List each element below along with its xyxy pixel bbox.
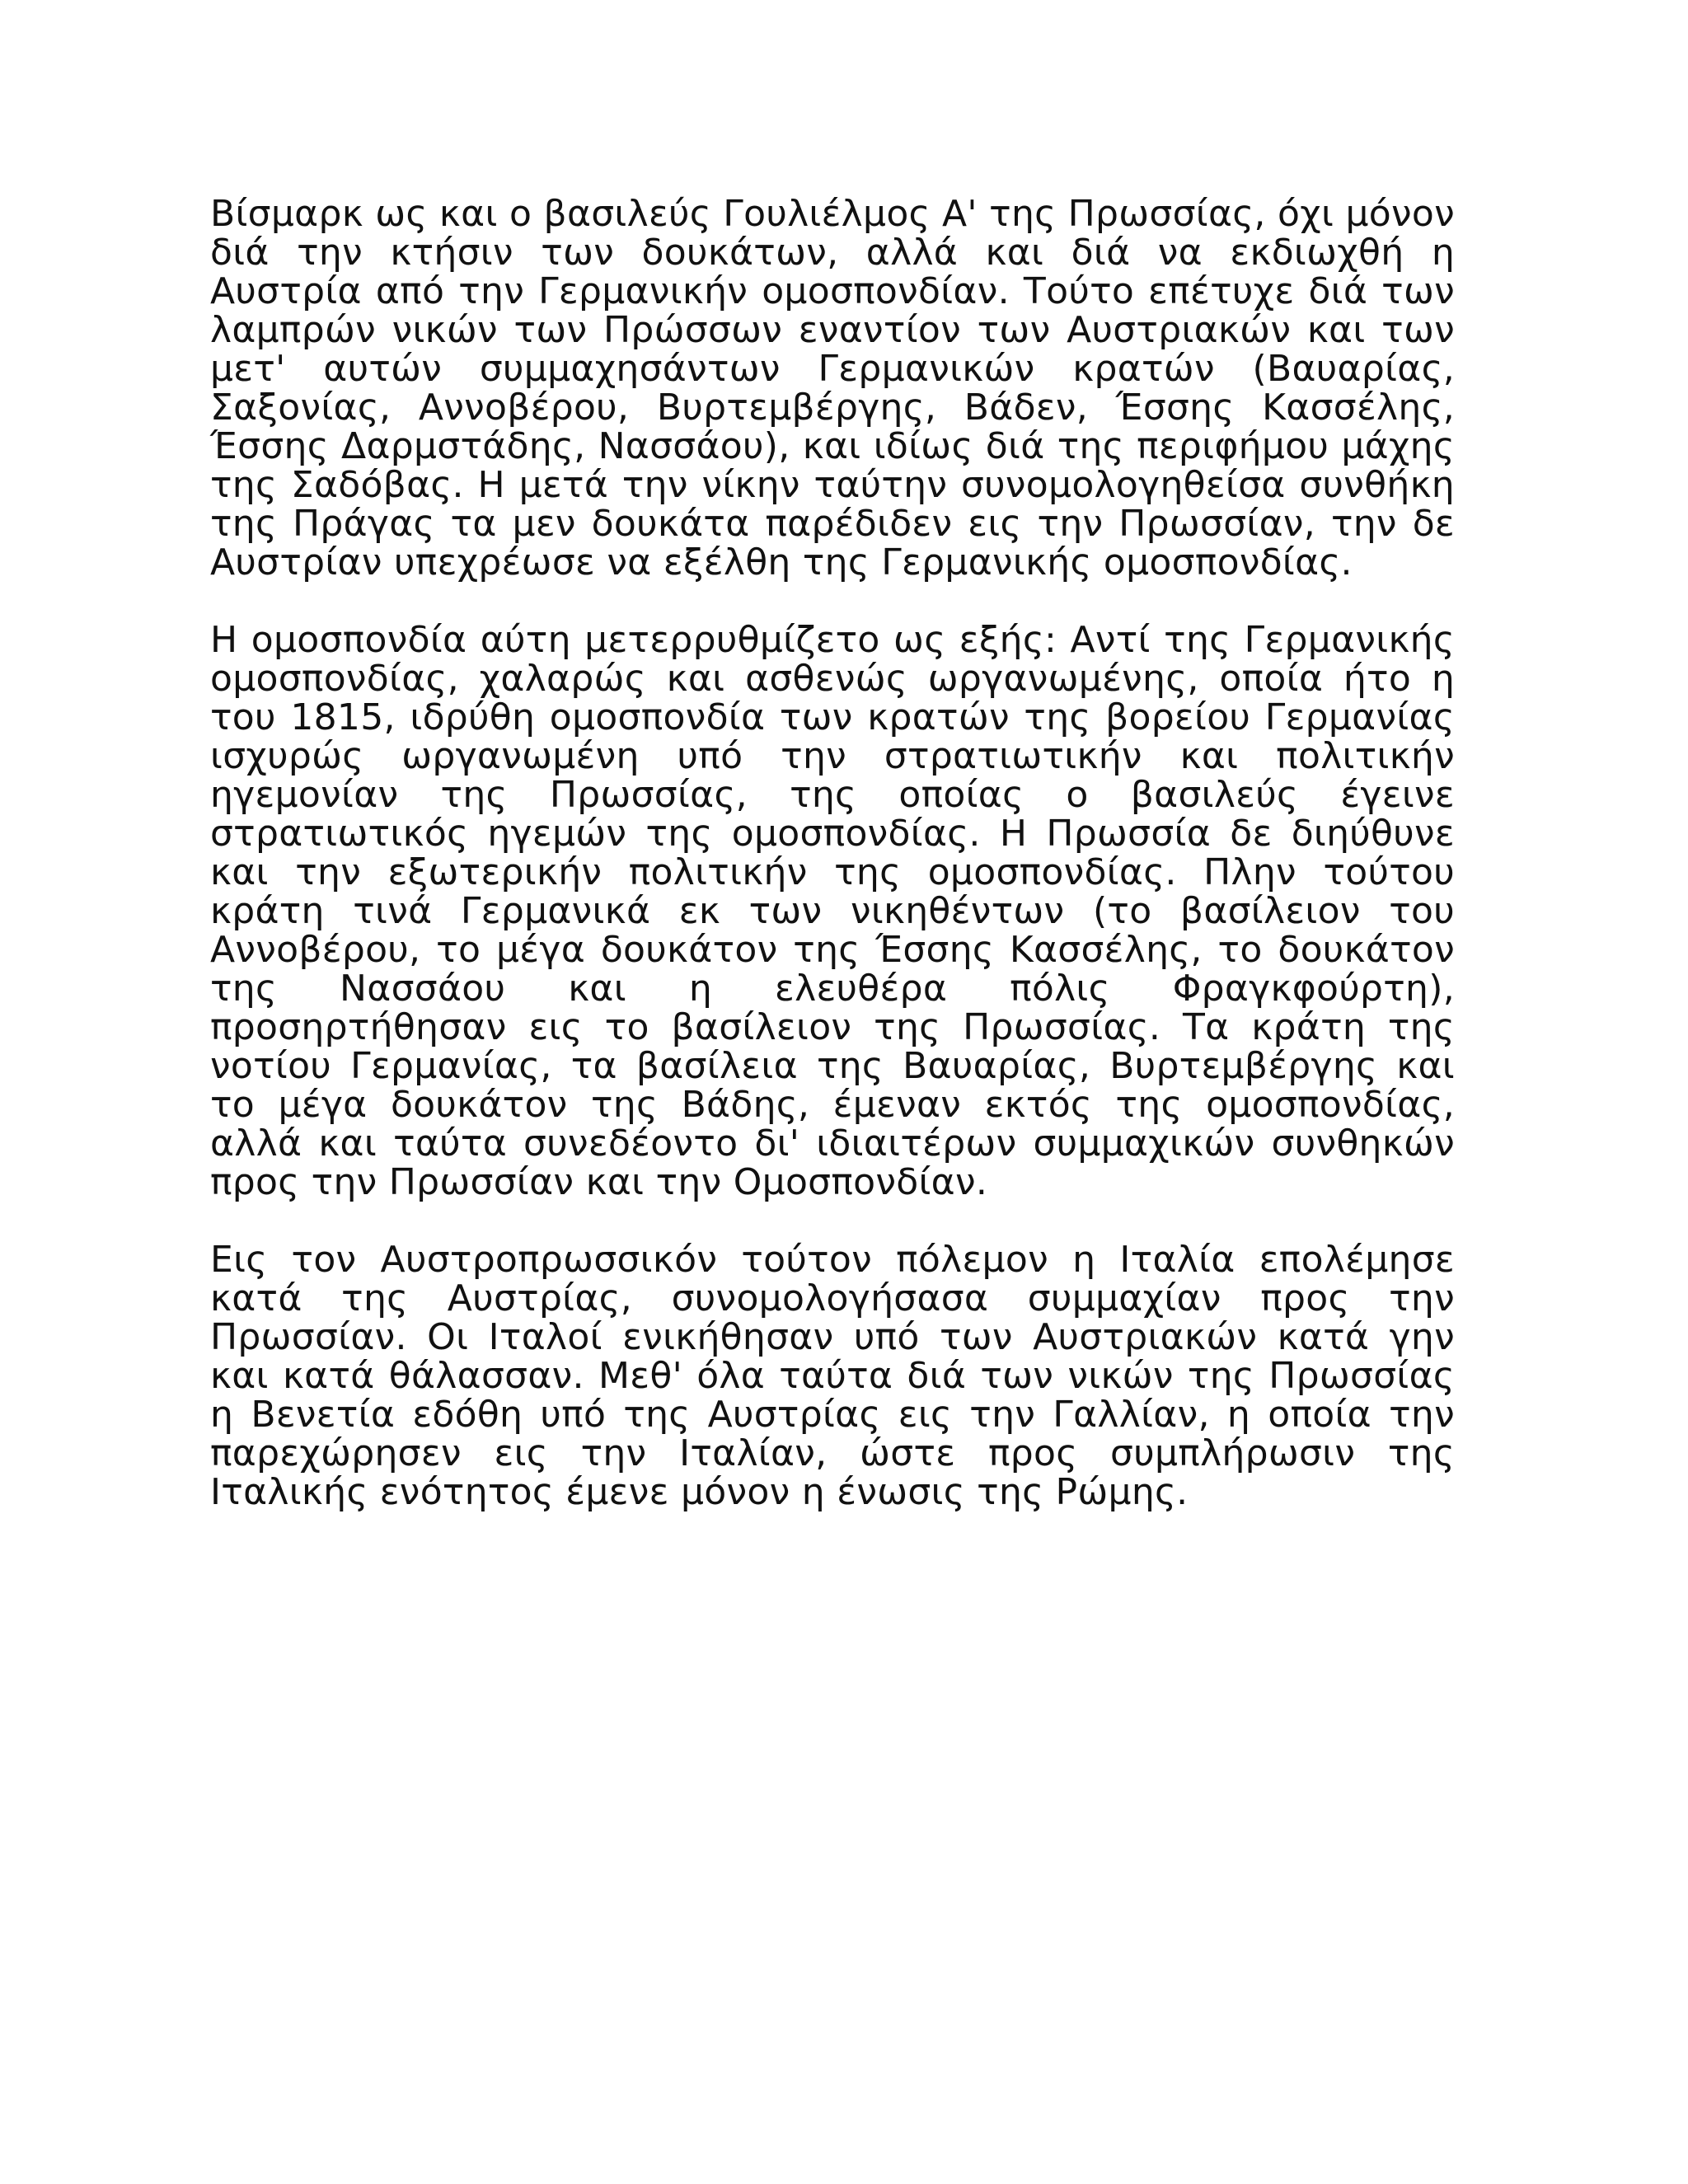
paragraph-1: Βίσμαρκ ως και ο βασιλεύς Γουλιέλμος Α' της Πρωσσίας, όχι μόνον διά την κτήσιν των δουκάτων, αλλά και διά να εκδιωχθή η Αυστρία από την Γερμανικήν ομοσπονδίαν. Τούτο επέτυχε διά των λαμπρών νικών των Πρώσσων εναντίον των Αυστριακών και των μετ' αυτών συμμαχησάντων Γερμανικών κρατών (Βαυαρίας, Σαξονίας, Αννοβέρου, Βυρτεμβέργης, Βάδεν, Έσσης Κασσέλης, Έσσης Δαρμστάδης, Νασσάου), και ιδίως διά της περιφήμου μάχης της Σαδόβας. Η μετά την νίκην ταύτην συνομολογηθείσα συνθήκη της Πράγας τα μεν δουκάτα παρέδιδεν εις την Πρωσσίαν, την δε Αυστρίαν υπεχρέωσε να εξέλθη της Γερμανικής ομοσπονδίας. — [210, 193, 1455, 583]
document-body — [210, 194, 1455, 1511]
paragraph-2: Η ομοσπονδία αύτη μετερρυθμίζετο ως εξής: Αντί της Γερμανικής ομοσπονδίας, χαλαρώς και ασθενώς ωργανωμένης, οποία ήτο η του 1815, ιδρύθη ομοσπονδία των κρατών της βορείου Γερμανίας ισχυρώς ωργανωμένη υπό την στρατιωτικήν και πολιτικήν ηγεμονίαν της Πρωσσίας, της οποίας ο βασιλεύς έγεινε στρατιωτικός ηγεμών της ομοσπονδίας. Η Πρωσσία δε διηύθυνε και την εξωτερικήν πολιτικήν της ομοσπονδίας. Πλην τούτου κράτη τινά Γερμανικά εκ των νικηθέντων (το βασίλειον του Αννοβέρου, το μέγα δουκάτον της Έσσης Κασσέλης, το δουκάτον της Νασσάου και η ελευθέρα πόλις Φραγκφούρτη), προσηρτήθησαν εις το βασίλειον της Πρωσσίας. Τα κράτη της νοτίου Γερμανίας, τα βασίλεια της Βαυαρίας, Βυρτεμβέργης και το μέγα δουκάτον της Βάδης, έμεναν εκτός της ομοσπονδίας, αλλά και ταύτα συνεδέοντο δι' ιδιαιτέρων συμμαχικών συνθηκών προς την Πρωσσίαν και την Ομοσπονδίαν. — [210, 619, 1455, 1203]
paragraph-3: Εις τον Αυστροπρωσσικόν τούτον πόλεμον η Ιταλία επολέμησε κατά της Αυστρίας, συνομολογήσασα συμμαχίαν προς την Πρωσσίαν. Οι Ιταλοί ενικήθησαν υπό των Αυστριακών κατά γην και κατά θάλασσαν. Μεθ' όλα ταύτα διά των νικών της Πρωσσίας η Βενετία εδόθη υπό της Αυστρίας εις την Γαλλίαν, η οποία την παρεχώρησεν εις την Ιταλίαν, ώστε προς συμπλήρωσιν της Ιταλικής ενότητος έμενε μόνον η ένωσις της Ρώμης. — [210, 1239, 1455, 1513]
